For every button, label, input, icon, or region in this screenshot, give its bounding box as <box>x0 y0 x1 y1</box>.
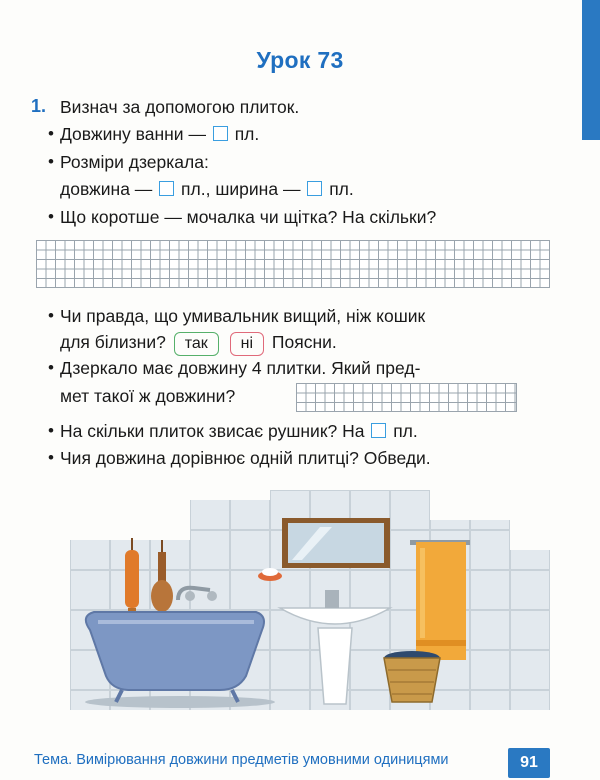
sink-question-line1 <box>48 305 426 327</box>
bullet: • <box>48 152 54 171</box>
mirror-heading: Розміри дзеркала: <box>60 152 209 172</box>
answer-grid-large[interactable] <box>36 240 550 288</box>
answer-yes-button[interactable]: так <box>174 332 219 356</box>
towel-icon <box>410 540 470 660</box>
task-number: 1. <box>31 96 47 116</box>
mirror-tiles-line2 <box>60 385 235 407</box>
sink-question-line2 <box>60 331 337 356</box>
mirror-width-text: ширина — <box>215 179 301 199</box>
bath-length-text: Довжину ванни — <box>60 124 206 144</box>
answer-grid-small[interactable] <box>296 383 517 412</box>
task-intro <box>60 96 299 118</box>
unit-label: пл. <box>393 421 418 441</box>
laundry-basket-icon <box>384 651 440 702</box>
mirror-icon <box>282 518 390 568</box>
towel-question-line <box>48 420 418 442</box>
shorter-question-line <box>48 206 437 228</box>
page-footer <box>0 740 600 780</box>
bathroom-illustration <box>70 490 550 710</box>
answer-box-towel[interactable] <box>371 423 386 438</box>
bullet: • <box>48 306 54 325</box>
mirror-tiles-text2: мет такої ж довжини? <box>60 386 236 406</box>
unit-label: пл. <box>329 179 354 199</box>
bath-length-line <box>48 123 260 145</box>
bullet: • <box>48 124 54 143</box>
unit-label: пл. <box>234 124 260 144</box>
explain-text: Поясни. <box>271 332 337 352</box>
one-tile-question: Чия довжина дорівнює одній плитці? Обведи. <box>60 448 431 468</box>
footer-topic: Тема. Вимірювання довжини предметів умовними одиницями <box>34 752 449 768</box>
task-intro-text: Визнач за допомогою плиток. <box>60 97 300 117</box>
answer-box-bath[interactable] <box>213 126 228 141</box>
bullet: • <box>48 421 54 440</box>
mirror-size-line: довжина — пл., ширина — пл. <box>60 179 354 199</box>
answer-box-mirror-length[interactable] <box>159 181 174 196</box>
mirror-tiles-text1: Дзеркало має довжину 4 плитки. Який пред- <box>60 358 421 378</box>
answer-no-button[interactable]: ні <box>230 332 264 356</box>
bullet: • <box>48 207 54 226</box>
page-number: 91 <box>508 748 550 778</box>
mirror-heading-line <box>48 151 209 173</box>
bullet: • <box>48 448 54 467</box>
towel-question: На скільки плиток звисає рушник? На <box>60 421 365 441</box>
sink-question-text2: для білизни? <box>60 332 166 352</box>
bullet: • <box>48 358 54 377</box>
mirror-length-text: довжина — <box>60 179 153 199</box>
one-tile-question-line <box>48 447 431 469</box>
answer-box-mirror-width[interactable] <box>307 181 322 196</box>
mirror-tiles-line1 <box>48 357 421 379</box>
unit-label: пл. <box>181 179 206 199</box>
sink-question-text1: Чи правда, що умивальник вищий, ніж кошик <box>60 306 426 326</box>
lesson-title: Урок 73 <box>256 47 344 73</box>
shorter-question: Що коротше — мочалка чи щітка? На скільки? <box>60 207 437 227</box>
